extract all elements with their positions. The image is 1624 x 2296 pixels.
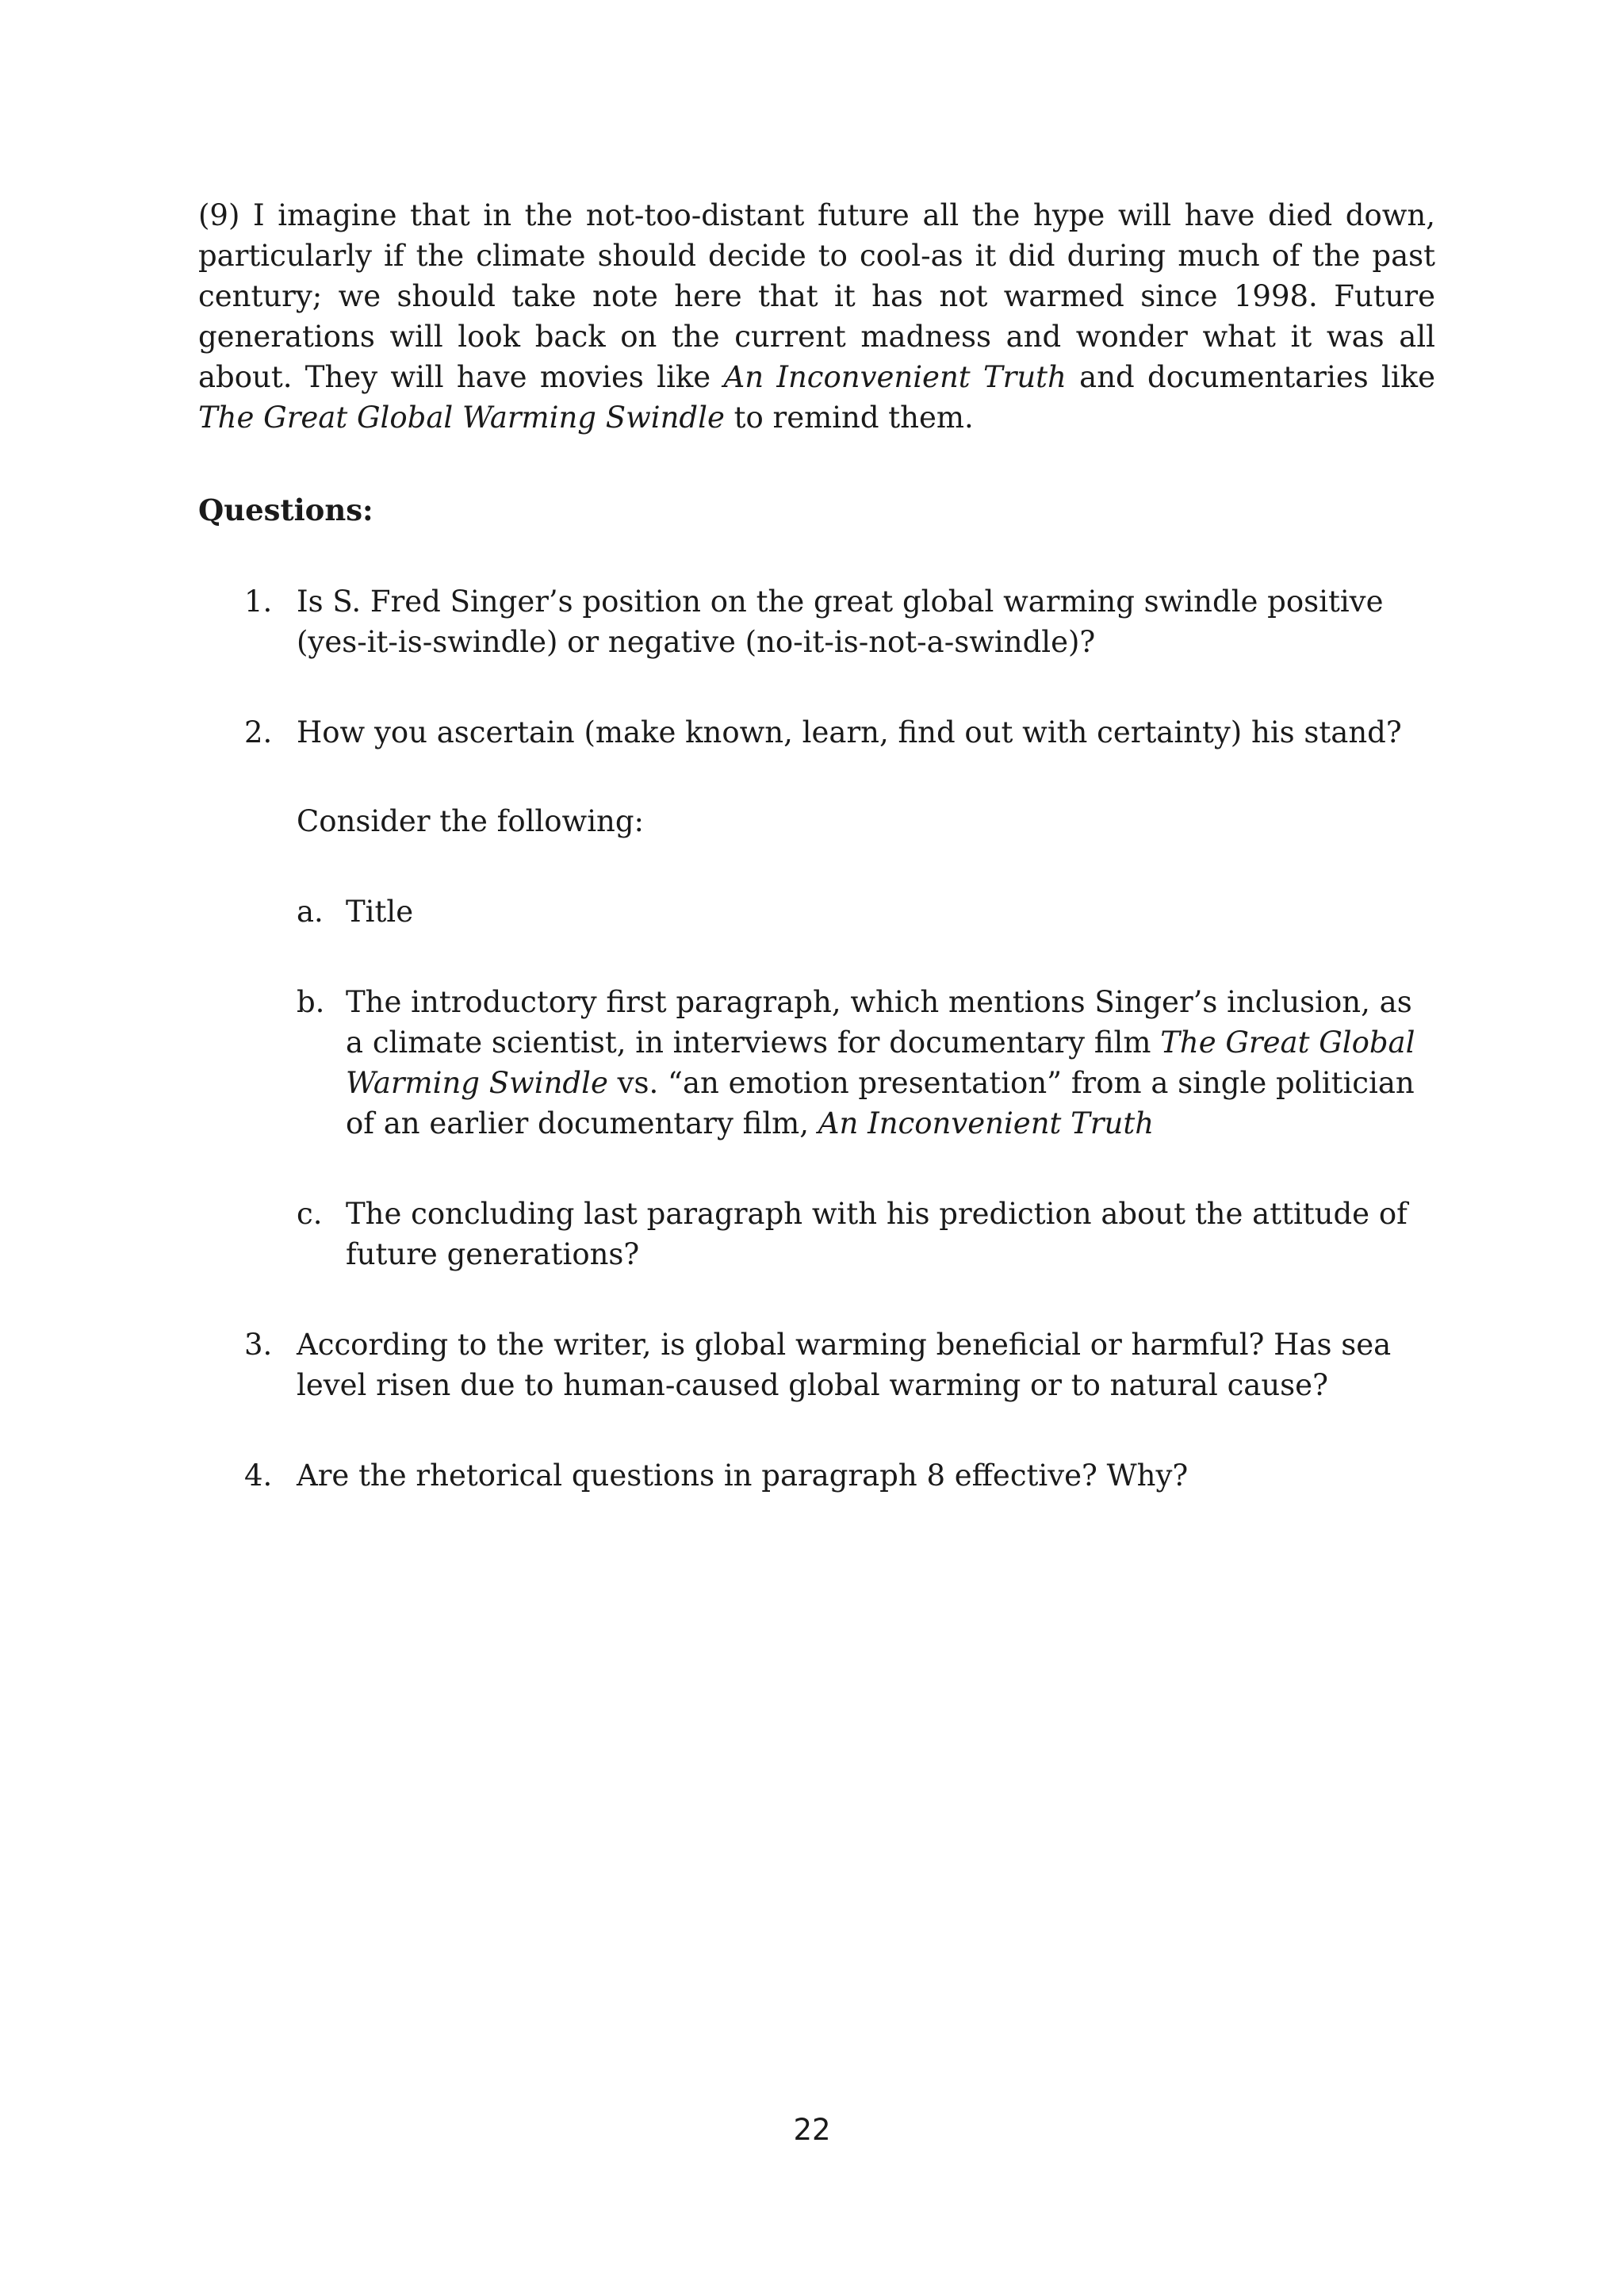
- document-page: [198, 195, 1435, 1546]
- sub-item-text: Title: [346, 895, 414, 929]
- paragraph-9: [198, 195, 1435, 438]
- sub-item-c: [198, 1194, 1435, 1274]
- question-text: According to the writer, is global warming beneficial or harmful? Has sea level risen due to human-caused global warming or to natural cause?: [297, 1328, 1392, 1402]
- sub-item-text: The concluding last paragraph with his prediction about the attitude of future generations?: [346, 1197, 1408, 1271]
- sub-item-text-2: vs. “an emotion presentation” from a single politician of an earlier documentary film,: [346, 1066, 1415, 1140]
- paragraph-9-text-2: and documentaries like: [1066, 360, 1435, 394]
- questions-list: [198, 581, 1435, 1496]
- film-title-great-global-warming-swindle: The Great Global Warming Swindle: [346, 1025, 1415, 1100]
- consider-following: Consider the following:: [297, 804, 645, 838]
- question-text: How you ascertain (make known, learn, find out with certainty) his stand?: [297, 715, 1402, 749]
- sub-item-letter: c.: [297, 1197, 323, 1231]
- question-text: Are the rhetorical questions in paragraph 8 effective? Why?: [297, 1458, 1189, 1493]
- sub-item-letter: a.: [297, 895, 324, 929]
- sub-item-text-1: The introductory first paragraph, which mentions Singer’s inclusion, as a climate scientist, in interviews for documentary film: [346, 985, 1412, 1060]
- paragraph-9-text-1: (9) I imagine that in the not-too-distant future all the hype will have died down, particularly if the climate should decide to cool-as it did during much of the past century; we should take note here that it has not warmed since 1998. Future generations will look back on the current madness and wonder what it was all about. They will have movies like: [198, 198, 1435, 394]
- sub-item-a: [198, 891, 1435, 932]
- question-3: [198, 1324, 1435, 1405]
- film-title-great-global-warming-swindle: The Great Global Warming Swindle: [198, 401, 725, 435]
- question-2: [198, 712, 1435, 753]
- question-number: 4.: [244, 1458, 273, 1493]
- sub-item-letter: b.: [297, 985, 325, 1019]
- question-1: [198, 581, 1435, 662]
- film-title-inconvenient-truth: An Inconvenient Truth: [723, 360, 1067, 394]
- film-title-inconvenient-truth: An Inconvenient Truth: [818, 1106, 1155, 1140]
- question-4: [198, 1455, 1435, 1496]
- question-text: Is S. Fred Singer’s position on the great global warming swindle positive (yes-it-is-swindle) or negative (no-it-is-not-a-swindle)?: [297, 585, 1384, 659]
- sub-item-b: [198, 982, 1435, 1144]
- page-number: 22: [793, 2113, 831, 2147]
- questions-heading: Questions:: [198, 493, 373, 527]
- paragraph-9-text-3: to remind them.: [724, 401, 974, 435]
- question-number: 3.: [244, 1328, 273, 1362]
- question-number: 1.: [244, 585, 273, 619]
- question-number: 2.: [244, 715, 273, 749]
